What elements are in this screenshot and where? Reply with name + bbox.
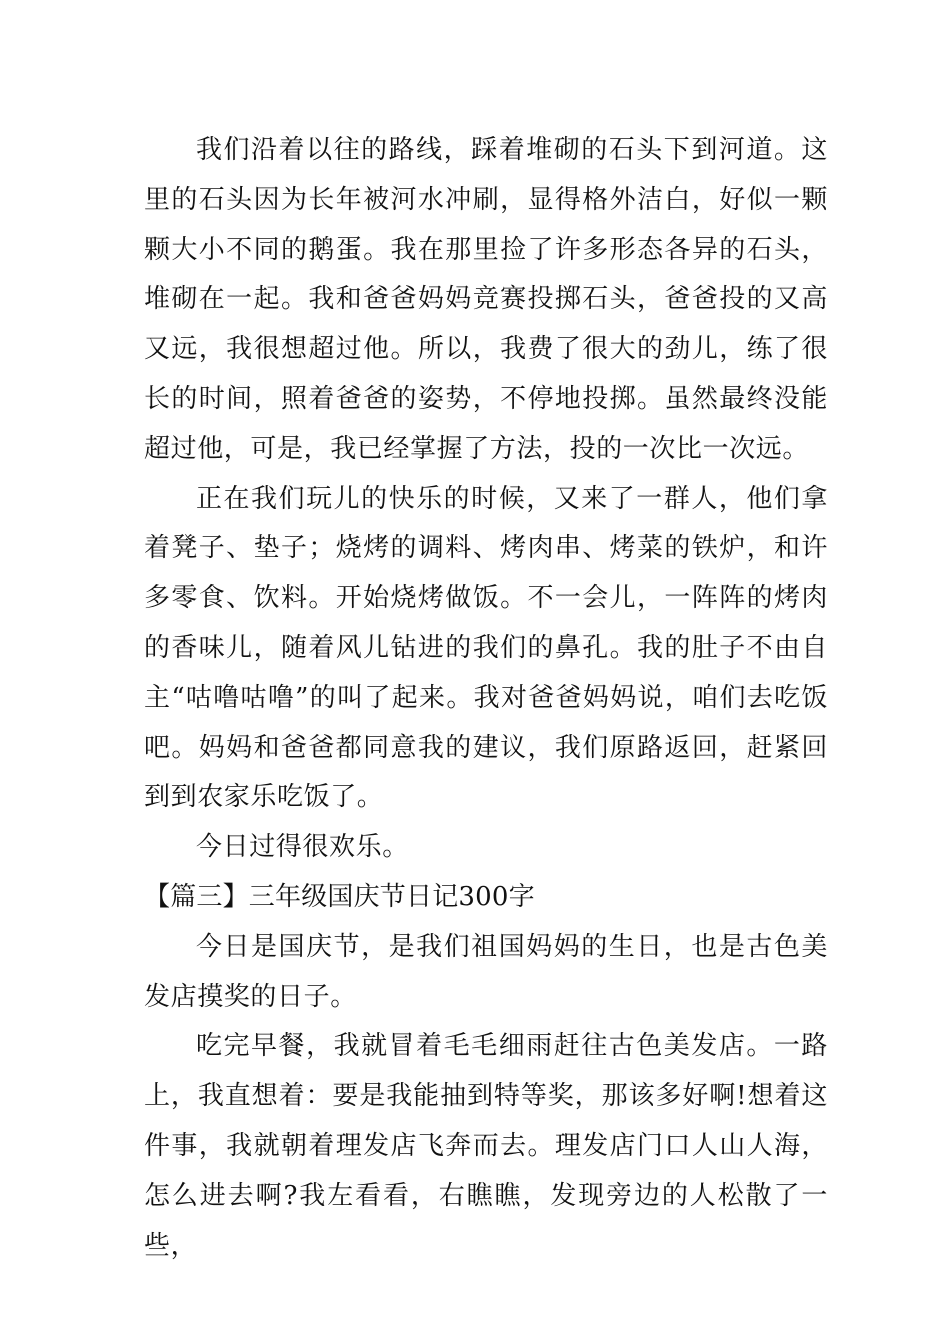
paragraph-happy-day: 今日过得很欢乐。 — [196, 832, 409, 863]
document-body — [144, 126, 828, 1271]
paragraph-hair-salon: 吃完早餐，我就冒着毛毛细雨赶往古色美发店。一路上，我直想着：要是我能抽到特等奖，那该多好啊!想着这件事，我就朝着理发店飞奔而去。理发店门口人山人海，怎么进去啊?我左看看，右瞧瞧，发现旁边的人松散了一些， — [144, 1031, 828, 1261]
paragraph-barbecue: 正在我们玩儿的快乐的时候，又来了一群人，他们拿着凳子、垫子；烧烤的调料、烤肉串、烤菜的铁炉，和许多零食、饮料。开始烧烤做饭。不一会儿，一阵阵的烤肉的香味儿，随着风儿钻进的我们的鼻孔。我的肚子不由自主“咕噜咕噜”的叫了起来。我对爸爸妈妈说，咱们去吃饭吧。妈妈和爸爸都同意我的建议，我们原路返回，赶紧回到到农家乐吃饭了。 — [144, 483, 828, 813]
paragraph-river-stones: 我们沿着以往的路线，踩着堆砌的石头下到河道。这里的石头因为长年被河水冲刷，显得格外洁白，好似一颗颗大小不同的鹅蛋。我在那里捡了许多形态各异的石头，堆砌在一起。我和爸爸妈妈竞赛投掷石头，爸爸投的又高又远，我很想超过他。所以，我费了很大的劲儿，练了很长的时间，照着爸爸的姿势，不停地投掷。虽然最终没能超过他，可是，我已经掌握了方法，投的一次比一次远。 — [144, 135, 828, 464]
section-heading: 【篇三】三年级国庆节日记300字 — [144, 881, 535, 912]
paragraph-national-day: 今日是国庆节，是我们祖国妈妈的生日，也是古色美发店摸奖的日子。 — [144, 931, 828, 1012]
